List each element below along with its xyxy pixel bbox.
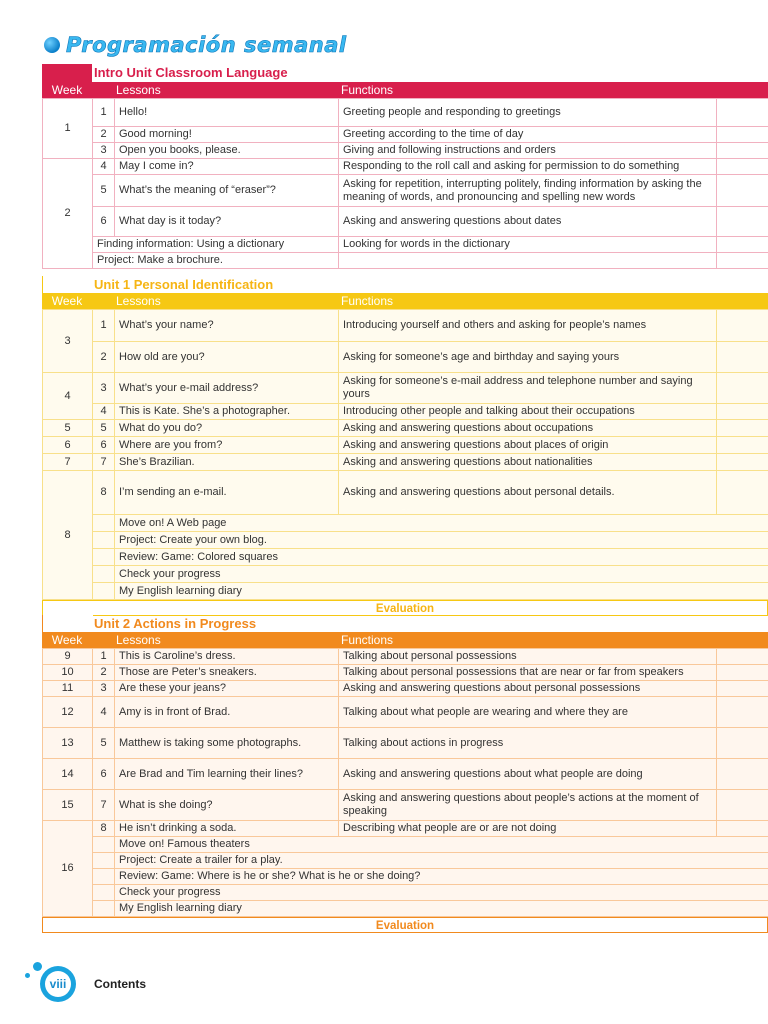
table-row	[43, 665, 768, 681]
lesson-number: 8	[93, 821, 115, 837]
lesson-function: Asking for repetition, interrupting politely, finding information by asking the meaning of words, and pronouncing and spelling new words	[339, 175, 717, 207]
notes-cell	[717, 454, 768, 471]
lesson-number: 2	[93, 127, 115, 143]
notes-cell	[717, 373, 768, 404]
week-cell: 13	[43, 728, 93, 759]
intro-table-body	[42, 98, 768, 269]
extra-activity: My English learning diary	[115, 583, 768, 600]
extra-activity: Check your progress	[115, 885, 768, 901]
lesson-title: How old are you?	[115, 342, 339, 373]
table-row	[43, 127, 768, 143]
table-row	[43, 404, 768, 420]
lesson-number: 7	[93, 790, 115, 821]
intro-unit-title: Intro Unit Classroom Language	[94, 65, 288, 80]
page-title-text: Programación semanal	[66, 33, 347, 57]
notes-cell	[717, 665, 768, 681]
lesson-function: Talking about personal possessions	[339, 649, 717, 665]
table-row	[43, 310, 768, 342]
header-functions: Functions	[341, 83, 394, 97]
notes-cell	[717, 253, 768, 269]
table-row	[43, 373, 768, 404]
lesson-number: 6	[93, 759, 115, 790]
week-cell: 14	[43, 759, 93, 790]
lesson-function: Asking for someone’s e-mail address and telephone number and saying yours	[339, 373, 717, 404]
spacer-cell	[93, 869, 115, 885]
lesson-title: What is she doing?	[115, 790, 339, 821]
extra-activity: Check your progress	[115, 566, 768, 583]
lesson-number: 2	[93, 665, 115, 681]
lesson-number: 7	[93, 454, 115, 471]
notes-cell	[717, 159, 768, 175]
spacer-cell	[93, 837, 115, 853]
lesson-function: Asking and answering questions about people’s actions at the moment of speaking	[339, 790, 717, 821]
table-row	[43, 237, 768, 253]
table-row	[43, 566, 768, 583]
page-number-badge	[40, 966, 76, 1002]
extra-activity: My English learning diary	[115, 901, 768, 917]
lesson-title: Project: Make a brochure.	[93, 253, 339, 269]
lesson-number: 8	[93, 471, 115, 515]
table-row	[43, 159, 768, 175]
lesson-title: This is Kate. She’s a photographer.	[115, 404, 339, 420]
unit2-header-row	[42, 632, 768, 648]
lesson-title: What’s your e-mail address?	[115, 373, 339, 404]
header-lessons: Lessons	[116, 294, 161, 308]
lesson-function: Asking and answering questions about places of origin	[339, 437, 717, 454]
header-functions: Functions	[341, 294, 394, 308]
lesson-title: I’m sending an e-mail.	[115, 471, 339, 515]
week-cell: 4	[43, 373, 93, 420]
lesson-title: May I come in?	[115, 159, 339, 175]
notes-cell	[717, 342, 768, 373]
table-row	[43, 437, 768, 454]
notes-cell	[717, 127, 768, 143]
table-row	[43, 821, 768, 837]
lesson-function: Asking and answering questions about occupations	[339, 420, 717, 437]
lesson-title: This is Caroline’s dress.	[115, 649, 339, 665]
table-row	[43, 532, 768, 549]
table-row	[43, 728, 768, 759]
notes-cell	[717, 237, 768, 253]
notes-cell	[717, 649, 768, 665]
spacer-cell	[93, 853, 115, 869]
table-row	[43, 342, 768, 373]
lesson-number: 5	[93, 175, 115, 207]
lesson-number: 6	[93, 207, 115, 237]
table-row	[43, 583, 768, 600]
lesson-function: Giving and following instructions and orders	[339, 143, 717, 159]
extra-activity: Move on! A Web page	[115, 515, 768, 532]
notes-cell	[717, 471, 768, 515]
lesson-number: 4	[93, 159, 115, 175]
lesson-number: 1	[93, 310, 115, 342]
lesson-title: Finding information: Using a dictionary	[93, 237, 339, 253]
notes-cell	[717, 404, 768, 420]
lesson-title: Good morning!	[115, 127, 339, 143]
table-row	[43, 175, 768, 207]
lesson-function: Asking and answering questions about nationalities	[339, 454, 717, 471]
page-footer	[26, 956, 146, 1002]
table-row	[43, 420, 768, 437]
notes-cell	[717, 175, 768, 207]
notes-cell	[717, 437, 768, 454]
page-title	[44, 30, 347, 60]
week-cell: 5	[43, 420, 93, 437]
header-week: Week	[51, 633, 83, 647]
lesson-title: He isn’t drinking a soda.	[115, 821, 339, 837]
table-row	[43, 681, 768, 697]
lesson-title: Are these your jeans?	[115, 681, 339, 697]
lesson-number: 1	[93, 99, 115, 127]
lesson-title: What do you do?	[115, 420, 339, 437]
spacer-cell	[93, 583, 115, 600]
table-row	[43, 471, 768, 515]
header-lessons: Lessons	[116, 83, 161, 97]
header-week: Week	[51, 83, 83, 97]
extra-activity: Project: Create your own blog.	[115, 532, 768, 549]
unit2-table-body	[42, 648, 768, 917]
spacer-cell	[93, 549, 115, 566]
lesson-number: 3	[93, 143, 115, 159]
table-row	[43, 901, 768, 917]
lesson-function: Talking about actions in progress	[339, 728, 717, 759]
notes-cell	[717, 99, 768, 127]
extra-activity: Review: Game: Colored squares	[115, 549, 768, 566]
lesson-function: Introducing other people and talking about their occupations	[339, 404, 717, 420]
lesson-title: She’s Brazilian.	[115, 454, 339, 471]
lesson-title: Hello!	[115, 99, 339, 127]
page-number: viii	[45, 971, 71, 997]
lesson-number: 5	[93, 420, 115, 437]
lesson-title: What’s your name?	[115, 310, 339, 342]
table-row	[43, 99, 768, 127]
unit1-week-spacer	[42, 276, 768, 294]
spacer-cell	[93, 885, 115, 901]
notes-cell	[717, 759, 768, 790]
table-row	[43, 515, 768, 532]
notes-cell	[717, 420, 768, 437]
lesson-title: Those are Peter’s sneakers.	[115, 665, 339, 681]
spacer-cell	[93, 515, 115, 532]
lesson-function: Responding to the roll call and asking for permission to do something	[339, 159, 717, 175]
table-row	[43, 207, 768, 237]
lesson-function: Greeting according to the time of day	[339, 127, 717, 143]
header-lessons: Lessons	[116, 633, 161, 647]
notes-cell	[717, 310, 768, 342]
extra-activity: Review: Game: Where is he or she? What is he or she doing?	[115, 869, 768, 885]
unit2-evaluation: Evaluation	[42, 917, 768, 933]
lesson-title: What day is it today?	[115, 207, 339, 237]
lesson-number: 4	[93, 697, 115, 728]
spacer-cell	[93, 532, 115, 549]
unit2-table	[42, 632, 768, 933]
lesson-function: Looking for words in the dictionary	[339, 237, 717, 253]
notes-cell	[717, 790, 768, 821]
notes-cell	[717, 207, 768, 237]
table-row	[43, 253, 768, 269]
unit2-week-spacer	[42, 615, 768, 633]
spacer-cell	[93, 901, 115, 917]
week-cell: 7	[43, 454, 93, 471]
notes-cell	[717, 697, 768, 728]
lesson-function: Introducing yourself and others and asking for people’s names	[339, 310, 717, 342]
week-cell: 12	[43, 697, 93, 728]
week-cell: 9	[43, 649, 93, 665]
table-row	[43, 549, 768, 566]
lesson-function: Asking and answering questions about personal details.	[339, 471, 717, 515]
lesson-number: 1	[93, 649, 115, 665]
unit1-table	[42, 293, 768, 616]
lesson-function	[339, 253, 717, 269]
notes-cell	[717, 143, 768, 159]
lesson-function: Asking and answering questions about dates	[339, 207, 717, 237]
extra-activity: Project: Create a trailer for a play.	[115, 853, 768, 869]
lesson-title: Open you books, please.	[115, 143, 339, 159]
lesson-number: 2	[93, 342, 115, 373]
week-cell: 15	[43, 790, 93, 821]
notes-cell	[717, 681, 768, 697]
spacer-cell	[93, 566, 115, 583]
unit1-table-body	[42, 309, 768, 600]
table-row	[43, 885, 768, 901]
table-row	[43, 837, 768, 853]
week-cell: 16	[43, 821, 93, 917]
table-row	[43, 697, 768, 728]
lesson-number: 4	[93, 404, 115, 420]
lesson-number: 3	[93, 373, 115, 404]
table-row	[43, 853, 768, 869]
footer-label: Contents	[94, 977, 146, 991]
week-cell: 1	[43, 99, 93, 159]
unit2-title: Unit 2 Actions in Progress	[94, 616, 257, 631]
lesson-function: Asking and answering questions about what people are doing	[339, 759, 717, 790]
lesson-title: Where are you from?	[115, 437, 339, 454]
table-row	[43, 790, 768, 821]
intro-header-row	[42, 82, 768, 98]
table-row	[43, 454, 768, 471]
unit1-evaluation: Evaluation	[42, 600, 768, 616]
lesson-function: Greeting people and responding to greetings	[339, 99, 717, 127]
lesson-number: 5	[93, 728, 115, 759]
intro-week-spacer	[42, 64, 768, 82]
lesson-function: Talking about personal possessions that are near or far from speakers	[339, 665, 717, 681]
notes-cell	[717, 728, 768, 759]
table-row	[43, 869, 768, 885]
week-cell: 10	[43, 665, 93, 681]
table-row	[43, 759, 768, 790]
week-cell: 6	[43, 437, 93, 454]
lesson-title: What’s the meaning of “eraser”?	[115, 175, 339, 207]
table-row	[43, 649, 768, 665]
header-week: Week	[51, 294, 83, 308]
week-cell: 2	[43, 159, 93, 269]
lesson-function: Talking about what people are wearing and where they are	[339, 697, 717, 728]
table-row	[43, 143, 768, 159]
bullet-icon	[44, 37, 60, 53]
notes-cell	[717, 821, 768, 837]
header-functions: Functions	[341, 633, 394, 647]
lesson-title: Amy is in front of Brad.	[115, 697, 339, 728]
lesson-function: Describing what people are or are not doing	[339, 821, 717, 837]
lesson-number: 3	[93, 681, 115, 697]
intro-unit-table	[42, 82, 768, 269]
lesson-function: Asking and answering questions about personal possessions	[339, 681, 717, 697]
lesson-title: Matthew is taking some photographs.	[115, 728, 339, 759]
lesson-title: Are Brad and Tim learning their lines?	[115, 759, 339, 790]
week-cell: 8	[43, 471, 93, 600]
unit1-title: Unit 1 Personal Identification	[94, 277, 274, 292]
week-cell: 3	[43, 310, 93, 373]
lesson-function: Asking for someone’s age and birthday and saying yours	[339, 342, 717, 373]
unit1-header-row	[42, 293, 768, 309]
extra-activity: Move on! Famous theaters	[115, 837, 768, 853]
week-cell: 11	[43, 681, 93, 697]
lesson-number: 6	[93, 437, 115, 454]
